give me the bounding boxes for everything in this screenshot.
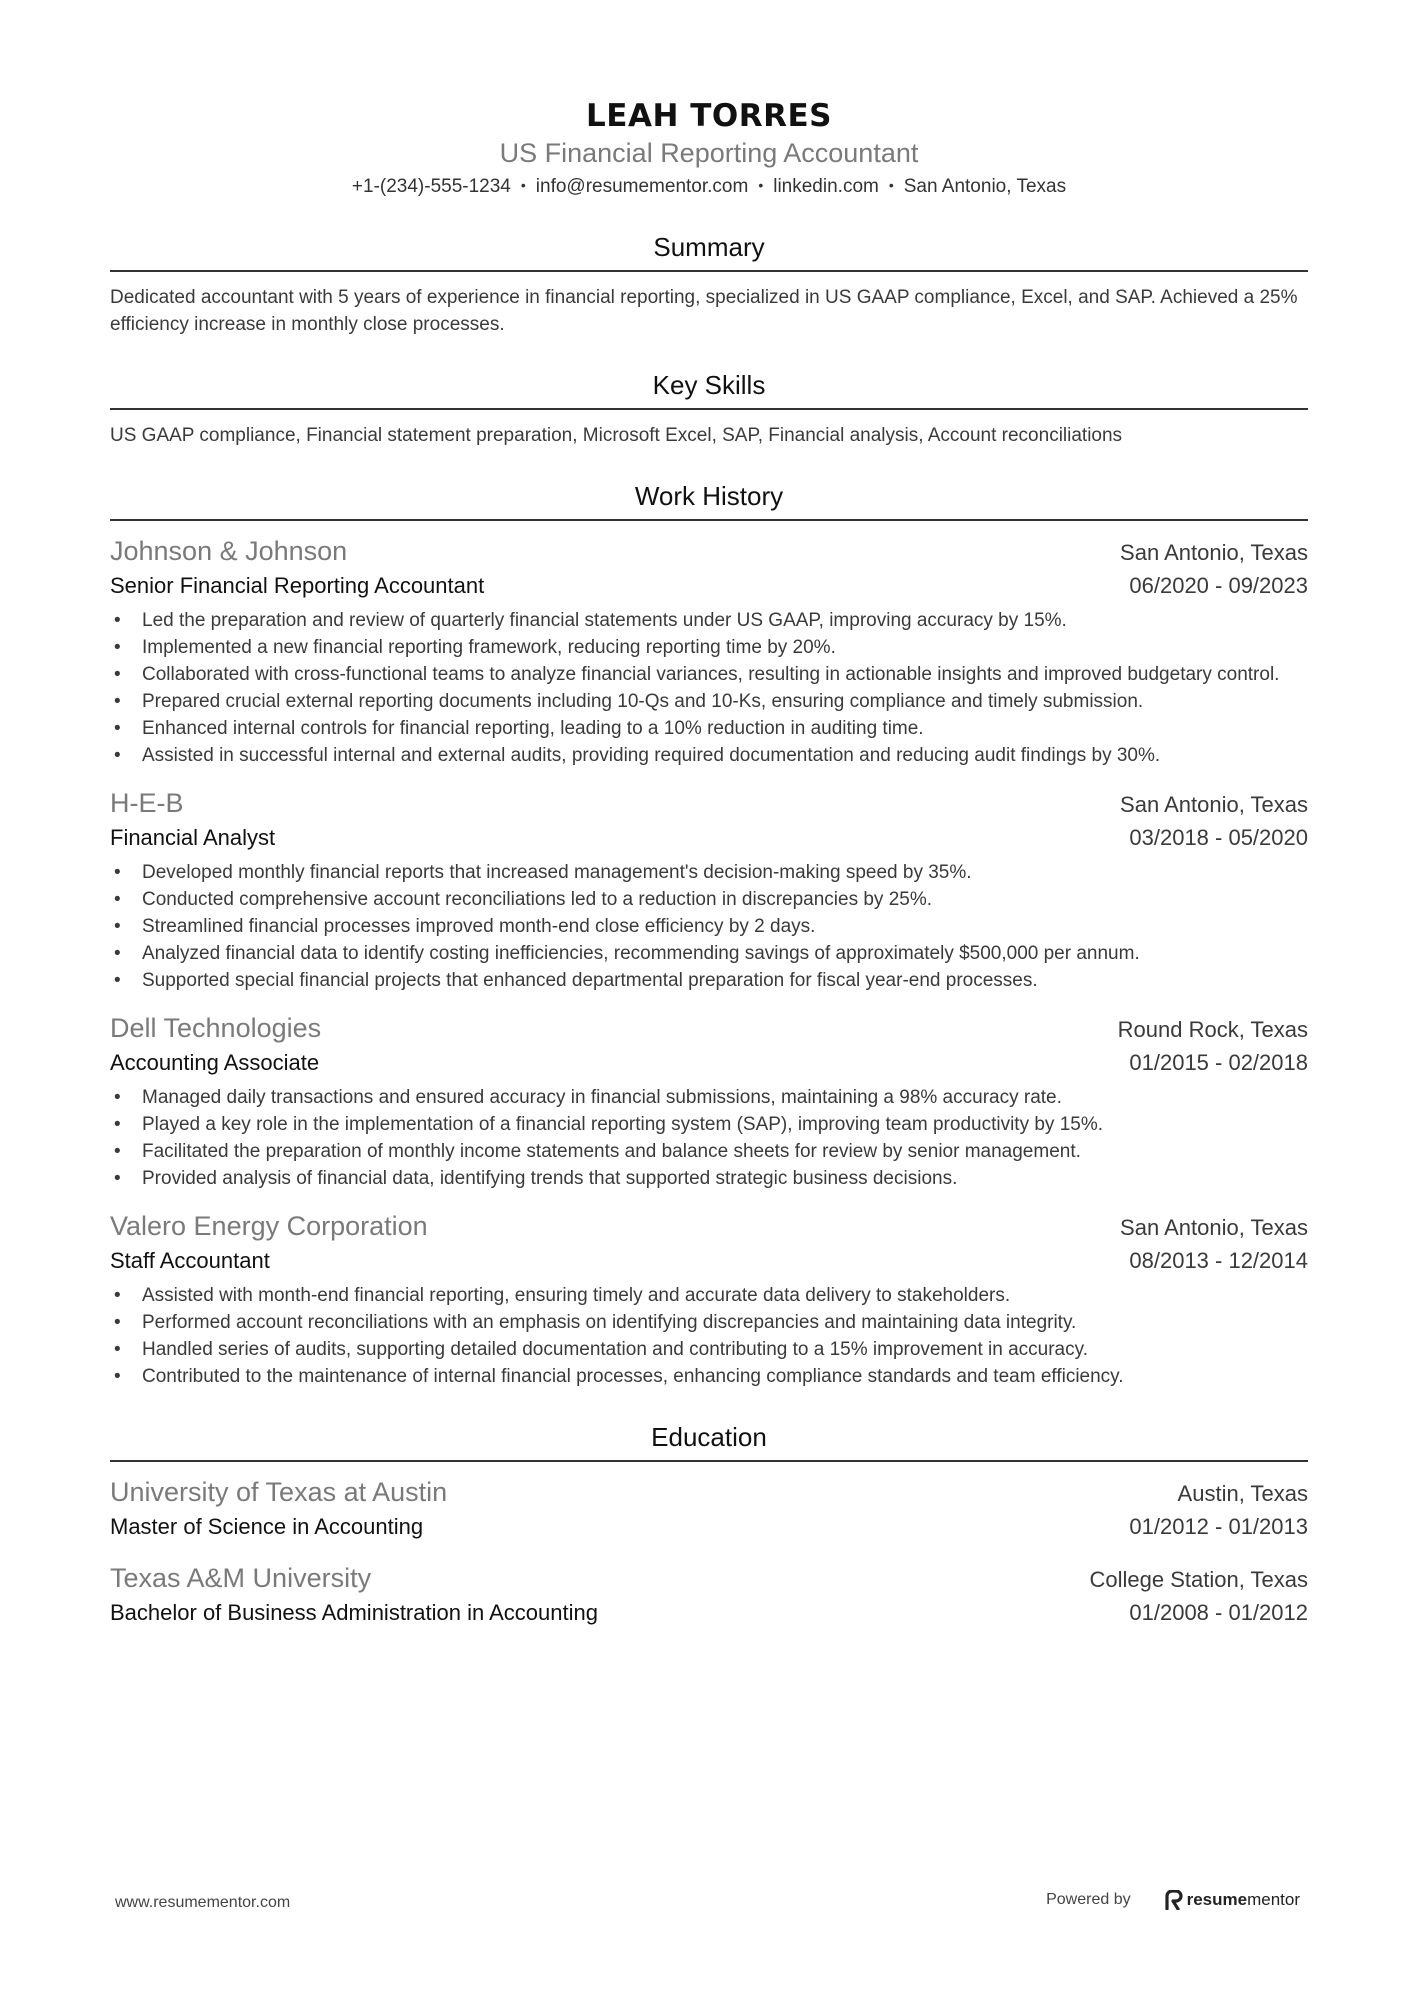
brand-name-bold: resume [1186,1890,1248,1909]
section-heading: Education [110,1420,1308,1462]
resume-header [110,96,1308,200]
job-dates: 01/2015 - 02/2018 [1129,1050,1308,1075]
job-bullet-item: • Supported special financial projects that enhanced departmental preparation for fiscal year-end processes. [110,967,1308,994]
school-header-row [110,1562,1308,1596]
bullet-separator: • [758,177,764,193]
job-bullet-item: • Assisted in successful internal and external audits, providing required documentation and reducing audit findings by 30%. [110,742,1308,769]
job-bullet-item: • Analyzed financial data to identify costing inefficiencies, recommending savings of approximately $500,000 per annum. [110,940,1308,967]
education-entry [110,1476,1308,1544]
school-header-row [110,1476,1308,1510]
degree-name: Bachelor of Business Administration in Accounting [110,1600,598,1625]
job-entry [110,1210,1308,1390]
school-name: Texas A&M University [110,1563,372,1593]
section-heading: Summary [110,230,1308,272]
section-heading: Key Skills [110,368,1308,410]
job-role-row [110,821,1308,855]
job-bullet-item: • Played a key role in the implementation of a financial reporting system (SAP), improving team productivity by 15%. [110,1111,1308,1138]
skills-section [110,368,1308,449]
job-bullet-item: • Prepared crucial external reporting documents including 10-Qs and 10-Ks, ensuring compliance and timely submission. [110,688,1308,715]
job-header-row [110,1210,1308,1244]
company-name: Johnson & Johnson [110,536,348,566]
work-history-section [110,479,1308,1390]
resume-page [110,96,1308,1630]
brand-name-regular: mentor [1247,1890,1300,1909]
section-heading: Work History [110,479,1308,521]
job-role-row [110,569,1308,603]
company-name: H-E-B [110,788,184,818]
job-bullet-item: • Managed daily transactions and ensured accuracy in financial submissions, maintaining a 98% accuracy rate. [110,1084,1308,1111]
job-bullet-item: • Provided analysis of financial data, identifying trends that supported strategic business decisions. [110,1165,1308,1192]
education-section [110,1420,1308,1630]
school-name: University of Texas at Austin [110,1477,448,1507]
job-dates: 08/2013 - 12/2014 [1129,1248,1308,1273]
bullet-separator: • [888,177,894,193]
summary-section [110,230,1308,338]
company-name: Valero Energy Corporation [110,1211,428,1241]
powered-by-label: Powered by [1046,1891,1131,1908]
job-dates: 03/2018 - 05/2020 [1129,825,1308,850]
job-bullet-item: • Led the preparation and review of quarterly financial statements under US GAAP, improving accuracy by 15%. [110,607,1308,634]
job-bullet-item: • Streamlined financial processes improved month-end close efficiency by 2 days. [110,913,1308,940]
job-bullet-item: • Implemented a new financial reporting framework, reducing reporting time by 20%. [110,634,1308,661]
job-bullet-item: • Contributed to the maintenance of internal financial processes, enhancing compliance standards and team efficiency. [110,1363,1308,1390]
footer-website[interactable]: www.resumementor.com [115,1894,291,1911]
job-bullets [110,607,1308,769]
job-title: Staff Accountant [110,1248,270,1273]
education-dates: 01/2012 - 01/2013 [1129,1514,1308,1539]
job-bullet-item: • Assisted with month-end financial reporting, ensuring timely and accurate data delivery to stakeholders. [110,1282,1308,1309]
footer-powered-by [1046,1890,1300,1910]
resumementor-logo[interactable] [1165,1890,1300,1910]
skills-text: US GAAP compliance, Financial statement preparation, Microsoft Excel, SAP, Financial analysis, Account reconciliations [110,425,1123,446]
school-location: College Station, Texas [1089,1567,1308,1592]
company-name: Dell Technologies [110,1013,322,1043]
degree-name: Master of Science in Accounting [110,1514,424,1539]
job-title: Senior Financial Reporting Accountant [110,573,485,598]
job-role-row [110,1244,1308,1278]
job-bullet-item: • Developed monthly financial reports that increased management's decision-making speed by 35%. [110,859,1308,886]
bullet-separator: • [520,177,526,193]
job-title: Financial Analyst [110,825,276,850]
job-bullet-item: • Conducted comprehensive account reconciliations led to a reduction in discrepancies by 25%. [110,886,1308,913]
education-dates: 01/2008 - 01/2012 [1129,1600,1308,1625]
contact-location: San Antonio, Texas [903,176,1067,197]
school-list [110,1476,1308,1630]
contact-line [110,172,1308,200]
candidate-title: US Financial Reporting Accountant [499,138,919,168]
contact-linkedin[interactable]: linkedin.com [773,176,879,197]
job-entry [110,1012,1308,1192]
resumementor-logo-icon [1165,1890,1183,1910]
summary-text: Dedicated accountant with 5 years of experience in financial reporting, specialized in US GAAP compliance, Excel, and SAP. Achieved a 25% efficiency increase in monthly close processes. [110,287,1298,335]
job-header-row [110,787,1308,821]
job-bullets [110,859,1308,994]
contact-phone: +1-(234)-555-1234 [351,176,511,197]
degree-row [110,1596,1308,1630]
job-location: San Antonio, Texas [1120,1215,1308,1240]
job-role-row [110,1046,1308,1080]
job-entry [110,535,1308,769]
contact-email[interactable]: info@resumementor.com [535,176,749,197]
job-location: San Antonio, Texas [1120,540,1308,565]
job-bullet-item: • Performed account reconciliations with an emphasis on identifying discrepancies and maintaining data integrity. [110,1309,1308,1336]
job-location: San Antonio, Texas [1120,792,1308,817]
job-bullets [110,1282,1308,1390]
job-bullet-item: • Enhanced internal controls for financial reporting, leading to a 10% reduction in auditing time. [110,715,1308,742]
job-list [110,535,1308,1390]
school-location: Austin, Texas [1177,1481,1308,1506]
job-title: Accounting Associate [110,1050,320,1075]
job-header-row [110,1012,1308,1046]
job-header-row [110,535,1308,569]
job-dates: 06/2020 - 09/2023 [1129,573,1308,598]
job-location: Round Rock, Texas [1117,1017,1308,1042]
degree-row [110,1510,1308,1544]
job-bullets [110,1084,1308,1192]
job-bullet-item: • Facilitated the preparation of monthly income statements and balance sheets for review by senior management. [110,1138,1308,1165]
job-bullet-item: • Handled series of audits, supporting detailed documentation and contributing to a 15% improvement in accuracy. [110,1336,1308,1363]
job-entry [110,787,1308,994]
education-entry [110,1562,1308,1630]
job-bullet-item: • Collaborated with cross-functional teams to analyze financial variances, resulting in actionable insights and improved budgetary control. [110,661,1308,688]
candidate-name: LEAH TORRES [586,98,832,134]
